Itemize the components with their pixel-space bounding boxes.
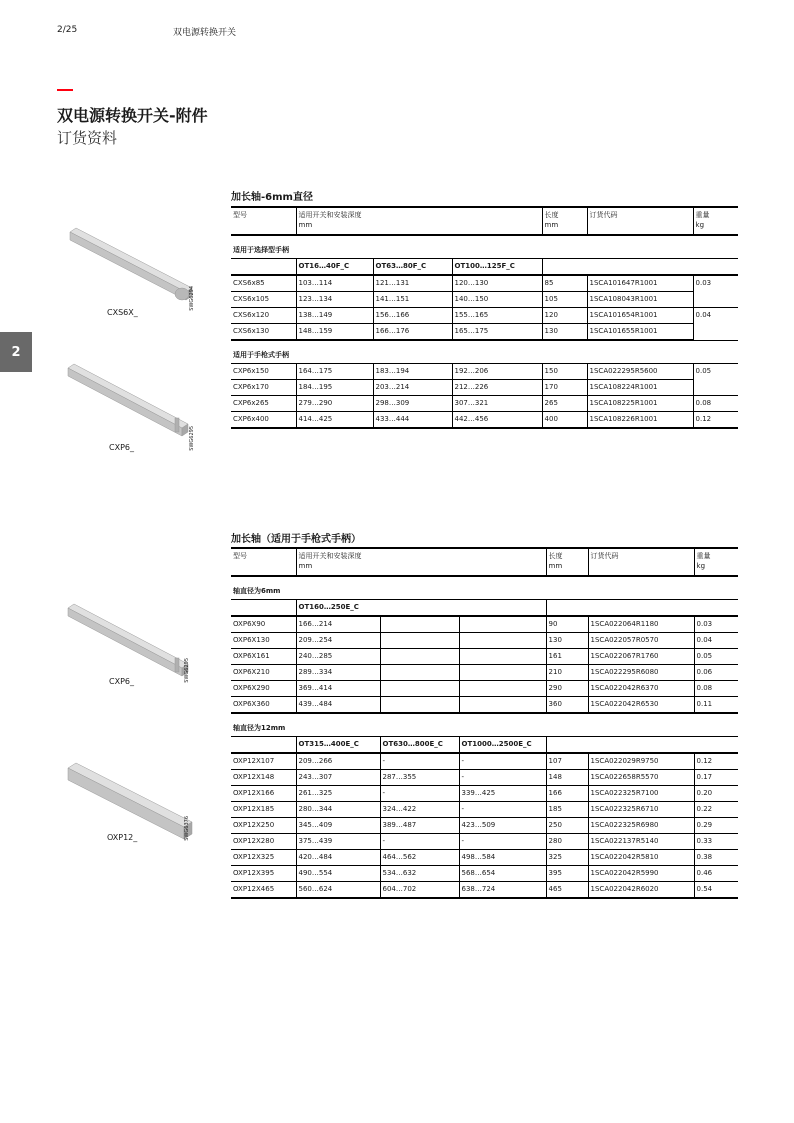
table-row [231,681,738,697]
table-row [231,882,738,899]
table-cell: 1SCA022064R1180 [588,616,694,633]
table1-caption: 加长轴-6mm直径 [231,192,313,203]
table-cell: 166 [546,786,588,802]
table-cell: 420…484 [296,850,380,866]
table-cell: 439…484 [296,697,380,714]
subheader-row [231,737,738,754]
col-model: 型号 [231,207,296,235]
table1 [231,206,738,429]
table-cell: 250 [546,818,588,834]
col-code: 订货代码 [588,548,694,576]
col-length: 长度 mm [542,207,587,235]
page-subtitle: 订货资料 [57,129,118,147]
table-cell: 1SCA022295R6080 [588,665,694,681]
table-cell: 243…307 [296,770,380,786]
table-row [231,649,738,665]
table-cell: 0.11 [694,697,738,714]
table-row [231,866,738,882]
shaft-image [62,600,212,700]
group-label: 轴直径为6mm [231,576,738,600]
table-cell [380,649,459,665]
table-cell: 604…702 [380,882,459,899]
table-row: CXS6x85 103…114 121…131 120…130 85 1SCA101647R1001 0.03 [231,275,738,292]
running-title: 双电源转换开关 [173,28,237,38]
table-cell: 0.22 [694,802,738,818]
illustration-cxs6 [62,220,212,320]
table-cell: OXP6X360 [231,697,296,714]
table-cell: OXP6X210 [231,665,296,681]
table-cell: OXP6X130 [231,633,296,649]
table-cell: 209…266 [296,753,380,770]
table-cell: 130 [546,633,588,649]
table-cell: 240…285 [296,649,380,665]
table-cell: 1SCA022067R1760 [588,649,694,665]
col-weight: 重量 kg [693,207,738,235]
table-cell: 1SCA022057R0570 [588,633,694,649]
col-model: 型号 [231,548,296,576]
illustration-code: SWG6376 [184,816,190,841]
table-row [231,818,738,834]
illustration-cxp6-b [62,600,212,700]
table-cell: 1SCA022325R7100 [588,786,694,802]
table-cell: 148 [546,770,588,786]
table-row: CXS6x130 148…159 166…176 165…175 130 1SCA101655R1001 [231,324,738,341]
table-row: CXP6x400 414…425 433…444 442…456 400 1SCA108226R1001 0.12 [231,412,738,429]
table-cell: OXP6X90 [231,616,296,633]
table-cell: OXP12X166 [231,786,296,802]
subheader-row [231,259,738,276]
table-cell [459,665,546,681]
table-cell: 0.08 [694,681,738,697]
table-cell: 261…325 [296,786,380,802]
illustration-code: SWG6294 [189,286,195,311]
illustration-label: CXP6_ [109,443,134,452]
table-cell: OXP6X161 [231,649,296,665]
table-cell: 464…562 [380,850,459,866]
table-cell: 1SCA022029R9750 [588,753,694,770]
table-cell: 498…584 [459,850,546,866]
table-cell: 325 [546,850,588,866]
table-cell: 638…724 [459,882,546,899]
table-cell: 0.06 [694,665,738,681]
table-cell: 0.29 [694,818,738,834]
table-cell: 1SCA022658R5570 [588,770,694,786]
table-row [231,753,738,770]
table-cell: 0.17 [694,770,738,786]
table-cell: 0.33 [694,834,738,850]
table-row [231,834,738,850]
table-cell: - [459,753,546,770]
table-cell: 395 [546,866,588,882]
table-cell: 369…414 [296,681,380,697]
table-row [231,697,738,714]
illustration-label: CXP6_ [109,677,134,686]
table-cell: 107 [546,753,588,770]
table-cell: 0.12 [694,753,738,770]
table-cell: 389…487 [380,818,459,834]
illustration-code: SWG6295 [189,426,195,451]
accent-bar [57,89,73,91]
table-cell: OXP12X148 [231,770,296,786]
table-cell: OXP12X325 [231,850,296,866]
table-cell [380,665,459,681]
table-row: CXP6x265 279…290 298…309 307…321 265 1SCA108225R1001 0.08 [231,396,738,412]
table-cell: 1SCA022042R6020 [588,882,694,899]
table-cell [459,681,546,697]
subheader-cell: OT630…800E_C [380,737,459,754]
table1-header-row [231,207,738,235]
illustration-label: CXS6X_ [107,308,138,317]
table-cell: 568…654 [459,866,546,882]
table-cell [459,633,546,649]
table-cell: 0.04 [694,633,738,649]
table-row [231,770,738,786]
table-row [231,850,738,866]
table-cell: 280 [546,834,588,850]
table-cell: OXP12X280 [231,834,296,850]
table-cell [459,616,546,633]
table-cell: - [459,770,546,786]
table-cell: 90 [546,616,588,633]
table-cell: 339…425 [459,786,546,802]
table-row [231,802,738,818]
shaft-image [62,760,212,860]
table-cell: - [459,834,546,850]
table-cell: 1SCA022325R6980 [588,818,694,834]
table-cell: - [380,834,459,850]
table-cell: 375…439 [296,834,380,850]
group-label: 适用于选择型手柄 [231,235,738,259]
group-label: 适用于手枪式手柄 [231,340,738,364]
table-cell: 324…422 [380,802,459,818]
col-depth: 适用开关和安装深度 mm [296,207,542,235]
table-cell: 560…624 [296,882,380,899]
table-cell: - [459,802,546,818]
table-cell: 210 [546,665,588,681]
subheader-cell: OT100…125F_C [452,259,542,276]
table-cell: 1SCA022042R5810 [588,850,694,866]
subheader-cell: OT315…400E_C [296,737,380,754]
table2 [231,547,738,899]
table-cell: 490…554 [296,866,380,882]
table-row [231,786,738,802]
table-cell: 289…334 [296,665,380,681]
table-cell [459,697,546,714]
table-cell: 1SCA022042R6530 [588,697,694,714]
table-cell: 287…355 [380,770,459,786]
table2-header-row [231,548,738,576]
table-row: CXP6x150 164…175 183…194 192…206 150 1SCA022295R5600 0.05 [231,364,738,380]
table-cell [380,681,459,697]
illustration-oxp12 [62,760,212,860]
table-cell: 1SCA022137R5140 [588,834,694,850]
table-row [231,633,738,649]
table-cell: 0.46 [694,866,738,882]
table-cell: 465 [546,882,588,899]
table-cell: 0.03 [694,616,738,633]
table2-caption: 加长轴（适用于手枪式手柄） [231,534,361,545]
table-cell: 0.05 [694,649,738,665]
table-cell: 0.38 [694,850,738,866]
col-depth: 适用开关和安装深度 mm [296,548,546,576]
table-cell: - [380,753,459,770]
col-weight: 重量 kg [694,548,738,576]
table-cell: 0.54 [694,882,738,899]
table-row: CXS6x120 138…149 156…166 155…165 120 1SCA101654R1001 0.04 [231,308,738,324]
table-cell: 290 [546,681,588,697]
table-cell [380,616,459,633]
table-row [231,665,738,681]
table-cell: OXP12X395 [231,866,296,882]
table-cell: 534…632 [380,866,459,882]
table-cell: 360 [546,697,588,714]
table-cell: OXP12X465 [231,882,296,899]
table-cell: 280…344 [296,802,380,818]
subheader-cell: OT1000…2500E_C [459,737,546,754]
table-cell: 1SCA022042R5990 [588,866,694,882]
page-title: 双电源转换开关-附件 [57,106,208,125]
table-cell [380,697,459,714]
table-cell: OXP6X290 [231,681,296,697]
table-cell: 185 [546,802,588,818]
section-tab: 2 [0,332,32,372]
subheader-cell: OT16…40F_C [296,259,373,276]
subheader-cell: OT160…250E_C [296,600,380,617]
illustration-code: SWG6295 [184,658,190,683]
table-row [231,616,738,633]
table-cell: OXP12X185 [231,802,296,818]
subheader-cell: OT63…80F_C [373,259,452,276]
col-length: 长度 mm [546,548,588,576]
table-cell: 166…214 [296,616,380,633]
table-cell: 209…254 [296,633,380,649]
table-cell: 1SCA022042R6370 [588,681,694,697]
subheader-row [231,600,738,617]
table-cell [380,633,459,649]
table-cell: - [380,786,459,802]
table-cell: 1SCA022325R6710 [588,802,694,818]
page-number: 2/25 [57,25,78,35]
table-cell: 423…509 [459,818,546,834]
table-cell: 161 [546,649,588,665]
table-cell: OXP12X250 [231,818,296,834]
illustration-cxp6-a [62,360,212,460]
table-row: CXS6x105 123…134 141…151 140…150 105 1SCA108043R1001 [231,292,738,308]
table-cell: OXP12X107 [231,753,296,770]
table-cell [459,649,546,665]
col-code: 订货代码 [587,207,693,235]
table-cell: 0.20 [694,786,738,802]
group-label: 轴直径为12mm [231,713,738,737]
table-cell: 345…409 [296,818,380,834]
table-row: CXP6x170 184…195 203…214 212…226 170 1SCA108224R1001 [231,380,738,396]
illustration-label: OXP12_ [107,833,138,842]
